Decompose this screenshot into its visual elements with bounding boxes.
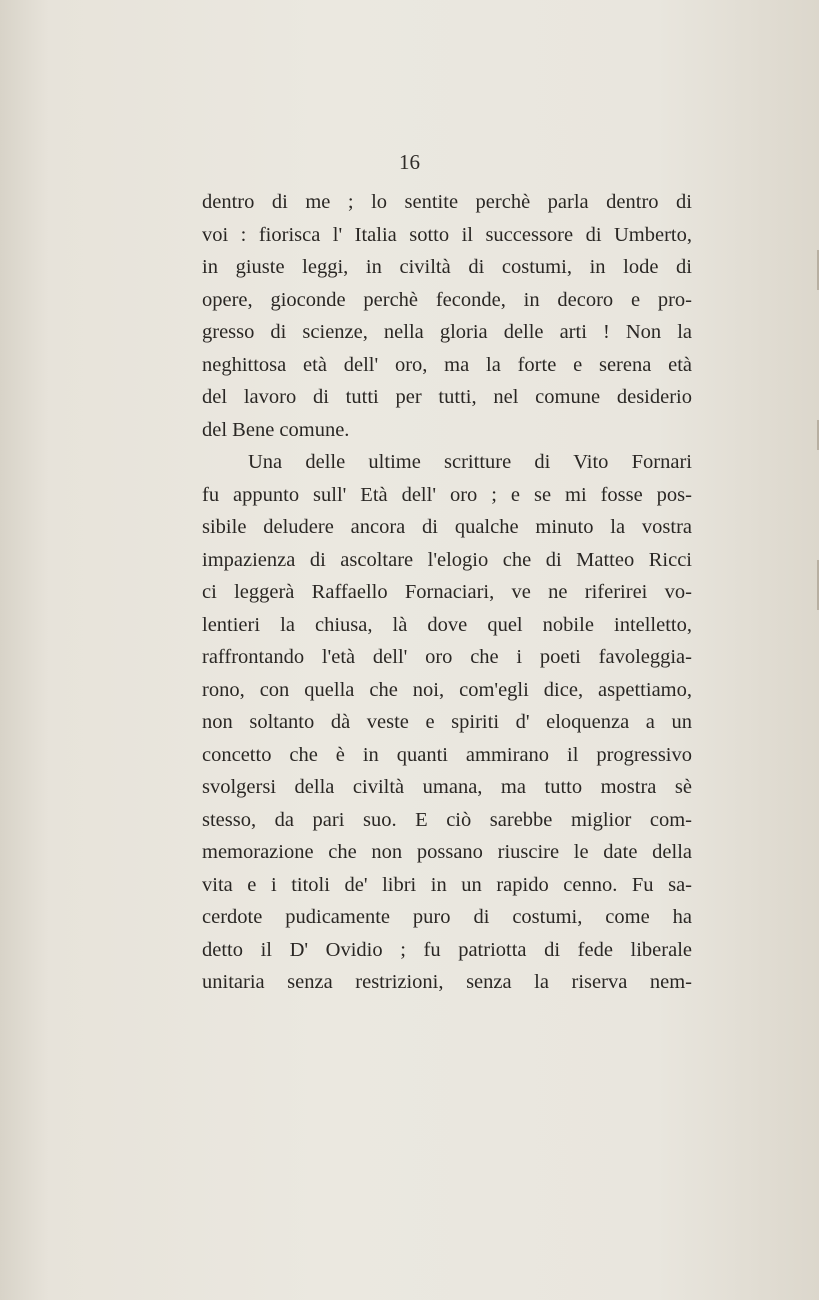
text-line: detto il D' Ovidio ; fu patriotta di fede liberale xyxy=(202,938,692,961)
text-line: opere, gioconde perchè feconde, in decoro e pro- xyxy=(202,288,692,311)
text-line: voi : fiorisca l' Italia sotto il successore di Umberto, xyxy=(202,223,692,246)
text-line: unitaria senza restrizioni, senza la riserva nem- xyxy=(202,971,692,993)
text-line: rono, con quella che noi, com'egli dice, aspettiamo, xyxy=(202,678,692,701)
text-line: cerdote pudicamente puro di costumi, come ha xyxy=(202,906,692,928)
text-line: raffrontando l'età dell' oro che i poeti favoleggia- xyxy=(202,646,692,668)
text-line: concetto che è in quanti ammirano il progressivo xyxy=(202,743,692,766)
text-line: svolgersi della civiltà umana, ma tutto mostra sè xyxy=(202,776,692,798)
text-line: stesso, da pari suo. E ciò sarebbe miglior com- xyxy=(202,808,692,831)
text-line: ci leggerà Raffaello Fornaciari, ve ne riferirei vo- xyxy=(202,581,692,603)
text-line: dentro di me ; lo sentite perchè parla dentro di xyxy=(202,191,692,213)
text-line: vita e i titoli de' libri in un rapido cenno. Fu sa- xyxy=(202,873,692,896)
body-text xyxy=(202,186,692,999)
text-line: non soltanto dà veste e spiriti d' eloquenza a un xyxy=(202,711,692,733)
text-line: del lavoro di tutti per tutti, nel comune desiderio xyxy=(202,386,692,408)
text-line: del Bene comune. xyxy=(202,418,350,441)
paragraph-start-line: Una delle ultime scritture di Vito Fornari xyxy=(248,451,692,473)
text-line: sibile deludere ancora di qualche minuto la vostra xyxy=(202,516,692,538)
text-line: lentieri la chiusa, là dove quel nobile intelletto, xyxy=(202,613,692,636)
page-number: 16 xyxy=(399,150,420,174)
text-line: neghittosa età dell' oro, ma la forte e serena età xyxy=(202,353,692,376)
text-line: memorazione che non possano riuscire le date della xyxy=(202,841,692,863)
text-line: in giuste leggi, in civiltà di costumi, in lode di xyxy=(202,256,692,278)
text-line: gresso di scienze, nella gloria delle arti ! Non la xyxy=(202,321,692,343)
text-line: fu appunto sull' Età dell' oro ; e se mi fosse pos- xyxy=(202,483,692,506)
text-line: impazienza di ascoltare l'elogio che di Matteo Ricci xyxy=(202,548,692,571)
